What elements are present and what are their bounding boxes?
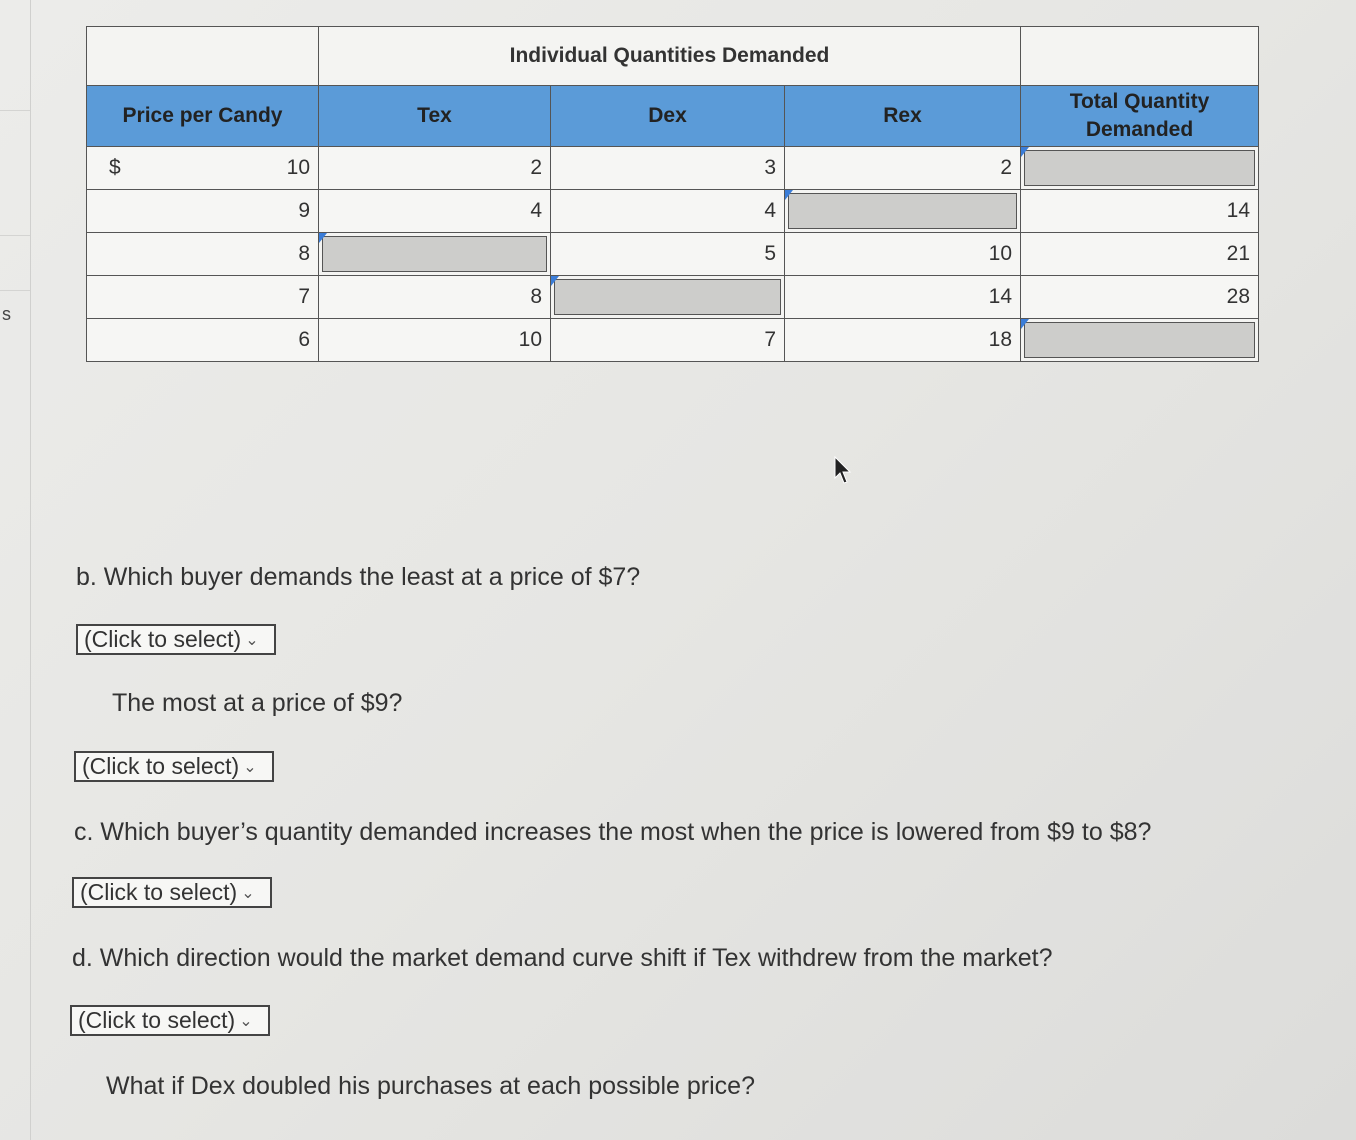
- price-cell: [87, 190, 319, 233]
- table-row: [87, 319, 1259, 362]
- tex-cell: 4: [319, 190, 551, 233]
- price-value: 8: [298, 242, 310, 265]
- mouse-pointer-icon: [834, 456, 854, 486]
- rex-input-9[interactable]: [785, 190, 1021, 233]
- chevron-down-icon: ⌄: [239, 1013, 253, 1031]
- chevron-down-icon: ⌄: [241, 885, 255, 903]
- rex-cell: 14: [785, 276, 1021, 319]
- left-panel-tab: [0, 180, 30, 236]
- table-row: [87, 276, 1259, 319]
- rex-cell: 2: [785, 147, 1021, 190]
- input-flag-icon: [319, 233, 327, 243]
- question-b: b. Which buyer demands the least at a price of $7?: [76, 563, 641, 591]
- answer-select-b-most[interactable]: [74, 751, 274, 782]
- price-value: 10: [286, 156, 310, 179]
- answer-select-b-least[interactable]: [76, 624, 276, 655]
- left-panel-letter: s: [2, 304, 11, 324]
- header-rex: Rex: [785, 86, 1021, 147]
- price-cell: [87, 319, 319, 362]
- answer-select-d[interactable]: [70, 1005, 270, 1036]
- empty-header-cell: [1021, 27, 1259, 86]
- input-flag-icon: [785, 190, 793, 200]
- dex-cell: 7: [551, 319, 785, 362]
- total-cell: 28: [1021, 276, 1259, 319]
- price-cell: [87, 147, 319, 190]
- input-flag-icon: [551, 276, 559, 286]
- question-c: c. Which buyer’s quantity demanded increases the most when the price is lowered from $9 to $8?: [74, 818, 1152, 846]
- group-header: Individual Quantities Demanded: [319, 27, 1021, 86]
- table-column-header-row: [87, 86, 1259, 147]
- select-placeholder: (Click to select): [78, 1007, 236, 1033]
- left-panel-tab: [0, 0, 30, 111]
- empty-header-cell: [87, 27, 319, 86]
- answer-input-box[interactable]: [788, 193, 1017, 229]
- answer-input-box[interactable]: [1024, 322, 1255, 358]
- tex-cell: 8: [319, 276, 551, 319]
- price-value: 7: [298, 285, 310, 308]
- select-placeholder: (Click to select): [80, 879, 238, 905]
- price-value: 6: [298, 328, 310, 351]
- tex-input-8[interactable]: [319, 233, 551, 276]
- table-row: [87, 147, 1259, 190]
- rex-cell: 18: [785, 319, 1021, 362]
- demand-table: [86, 26, 1259, 362]
- answer-select-c[interactable]: [72, 877, 272, 908]
- currency-symbol: $: [109, 156, 121, 179]
- answer-input-box[interactable]: [322, 236, 547, 272]
- question-d-dex: What if Dex doubled his purchases at each possible price?: [106, 1072, 755, 1100]
- price-value: 9: [298, 199, 310, 222]
- select-placeholder: (Click to select): [84, 626, 242, 652]
- header-dex: Dex: [551, 86, 785, 147]
- chevron-down-icon: ⌄: [243, 759, 257, 777]
- dex-cell: 4: [551, 190, 785, 233]
- header-price: Price per Candy: [87, 86, 319, 147]
- table-row: [87, 233, 1259, 276]
- question-b-most: The most at a price of $9?: [112, 689, 403, 717]
- total-input-10[interactable]: [1021, 147, 1259, 190]
- question-d: d. Which direction would the market demand curve shift if Tex withdrew from the market?: [72, 944, 1053, 972]
- tex-cell: 2: [319, 147, 551, 190]
- table-row: [87, 190, 1259, 233]
- chevron-down-icon: ⌄: [245, 632, 259, 650]
- dex-cell: 3: [551, 147, 785, 190]
- price-cell: [87, 233, 319, 276]
- input-flag-icon: [1021, 319, 1029, 329]
- left-panel-edge: [0, 0, 31, 1140]
- total-cell: 21: [1021, 233, 1259, 276]
- table-group-header-row: [87, 27, 1259, 86]
- header-total: Total Quantity Demanded: [1021, 86, 1259, 147]
- price-cell: [87, 276, 319, 319]
- answer-input-box[interactable]: [1024, 150, 1255, 186]
- input-flag-icon: [1021, 147, 1029, 157]
- select-placeholder: (Click to select): [82, 753, 240, 779]
- header-tex: Tex: [319, 86, 551, 147]
- answer-input-box[interactable]: [554, 279, 781, 315]
- dex-input-7[interactable]: [551, 276, 785, 319]
- total-input-6[interactable]: [1021, 319, 1259, 362]
- tex-cell: 10: [319, 319, 551, 362]
- rex-cell: 10: [785, 233, 1021, 276]
- left-panel-tab: [0, 235, 30, 291]
- total-cell: 14: [1021, 190, 1259, 233]
- dex-cell: 5: [551, 233, 785, 276]
